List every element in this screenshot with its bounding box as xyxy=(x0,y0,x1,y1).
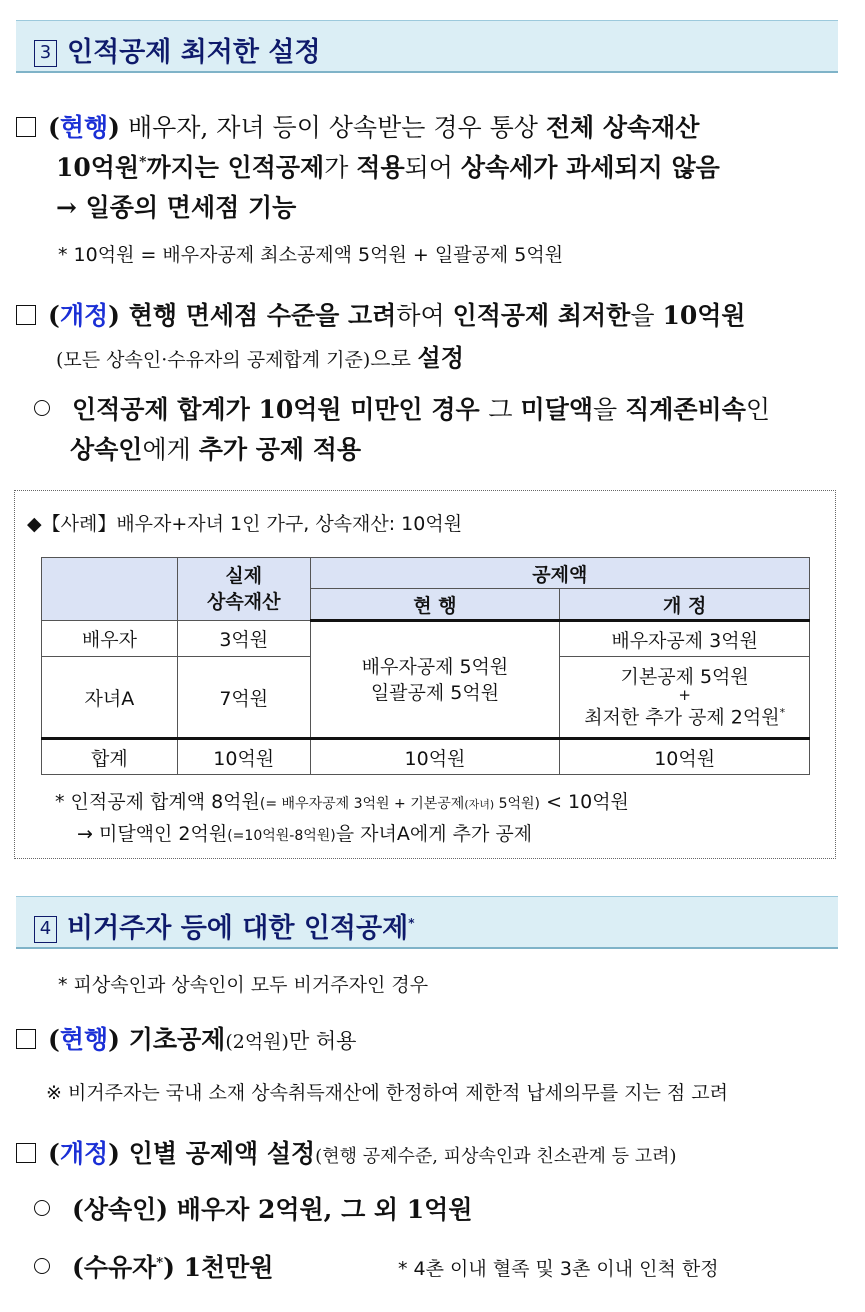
note-small: 5억원) xyxy=(494,796,541,812)
section-title-text: 비거주자 등에 대한 인적공제 xyxy=(67,913,409,944)
checkbox-square-icon xyxy=(16,1143,36,1163)
total-current-cell: 10억원 xyxy=(310,739,560,775)
revised-4-item-2 xyxy=(34,1248,273,1284)
row-name-cell: 배우자 xyxy=(42,621,178,657)
row-revised-cell: 배우자공제 3억원 xyxy=(560,621,810,657)
header-text: 실제 xyxy=(225,565,263,587)
current-4-note: ※ 비거주자는 국내 소재 상속취득재산에 한정하여 제한적 납세의무를 지는 점 고려 xyxy=(46,1082,728,1104)
row-actual-cell: 3억원 xyxy=(177,621,310,657)
footnote-mark: * xyxy=(139,154,147,171)
cell-line: 배우자공제 5억원 xyxy=(361,655,509,678)
current-text-bold: 상속세가 과세되지 않음 xyxy=(460,153,720,182)
total-name-cell: 합계 xyxy=(42,739,178,775)
current-merged-cell xyxy=(310,621,560,739)
row-actual-cell: 7억원 xyxy=(177,657,310,739)
revised-text-bold: 인별 공제액 설정 xyxy=(120,1139,316,1168)
header-text: 상속재산 xyxy=(207,591,281,613)
bullet-circle-icon xyxy=(34,1258,50,1274)
section-3-title xyxy=(34,30,321,69)
revised-text-bold: 현행 면세점 수준을 고려 xyxy=(120,301,397,330)
current-line-2 xyxy=(56,148,720,184)
revised-criteria: (모든 상속인·수유자의 공제합계 기준) xyxy=(56,349,371,371)
note-small: (= 배우자공제 3억원 + 기본공제 xyxy=(259,796,465,812)
item-text: ) 1천만원 xyxy=(163,1253,274,1282)
cell-text: 최저한 추가 공제 2억원 xyxy=(584,706,780,729)
sub-text: 인 xyxy=(745,395,771,424)
sub-text-bold: 추가 공제 적용 xyxy=(198,435,362,464)
bullet-circle-icon xyxy=(34,1200,50,1216)
revised-note: (현행 공제수준, 피상속인과 친소관계 등 고려) xyxy=(315,1146,677,1167)
header-revised-cell: 개 정 xyxy=(560,589,810,621)
checkbox-square-icon xyxy=(16,117,36,137)
section-4-footnote: * 피상속인과 상속인이 모두 비거주자인 경우 xyxy=(58,974,429,996)
amount-text: 10억원 xyxy=(56,153,140,182)
item-text: (상속인) 배우자 2억원, 그 외 1억원 xyxy=(72,1195,473,1224)
section-number-box: 4 xyxy=(34,916,57,943)
checkbox-square-icon xyxy=(16,305,36,325)
revised-4-item-2-note: * 4촌 이내 혈족 및 3촌 이내 인척 한정 xyxy=(398,1258,719,1280)
revised-sub-line-2 xyxy=(70,430,361,466)
cell-line: 기본공제 5억원 xyxy=(620,665,749,688)
table-row xyxy=(42,621,810,657)
note-small: (=10억원-8억원) xyxy=(227,828,336,844)
note-text: < 10억원 xyxy=(540,791,629,813)
revised-text: 으로 xyxy=(370,347,418,371)
example-box xyxy=(14,490,836,859)
current-amount: (2억원) xyxy=(225,1031,289,1053)
sub-text-bold: 인적공제 합계가 10억원 미만인 경우 xyxy=(72,395,489,424)
revised-line-1: (개정) 현행 면세점 수준을 고려하여 인적공제 최저한을 10억원 xyxy=(16,296,746,332)
revised-tag: 개정 xyxy=(59,301,109,330)
current-footnote: * 10억원 = 배우자공제 최소공제액 5억원 + 일괄공제 5억원 xyxy=(58,244,564,266)
current-text: 되어 xyxy=(404,153,461,182)
current-line-1: (현행) 배우자, 자녀 등이 상속받는 경우 통상 전체 상속재산 xyxy=(16,108,699,144)
current-tag: 현행 xyxy=(59,1025,109,1054)
example-table xyxy=(41,557,810,775)
section-4-title xyxy=(34,906,414,945)
note-text: 을 자녀A에게 추가 공제 xyxy=(335,823,533,845)
sub-text: 에게 xyxy=(142,435,199,464)
revised-text: 을 xyxy=(630,301,663,330)
row-revised-cell xyxy=(560,657,810,739)
note-text: → 미달액인 2억원 xyxy=(77,823,228,845)
cell-line: 일괄공제 5억원 xyxy=(370,681,500,704)
sub-text-bold: 상속인 xyxy=(70,435,143,464)
example-note-2 xyxy=(77,819,532,846)
current-text: 만 허용 xyxy=(288,1029,357,1053)
item-text: (수유자 xyxy=(72,1253,157,1282)
header-empty-cell xyxy=(42,558,178,621)
revised-text-bold: 10억원 xyxy=(662,301,746,330)
revised-sub-line-1 xyxy=(34,390,770,426)
current-text: 가 xyxy=(324,153,357,182)
current-text: 배우자, 자녀 등이 상속받는 경우 통상 xyxy=(120,113,546,142)
revised-line-2 xyxy=(56,338,464,373)
sub-text: 을 xyxy=(592,395,626,424)
header-current-cell: 현 행 xyxy=(310,589,560,621)
current-text-bold: 적용 xyxy=(356,153,405,182)
cell-line: + xyxy=(678,685,691,704)
example-note-1 xyxy=(55,787,629,814)
section-number-box: 3 xyxy=(34,40,57,67)
revised-tag: 개정 xyxy=(59,1139,109,1168)
current-text-bold: 까지는 인적공제 xyxy=(146,153,325,182)
sub-text-bold: 직계존비속 xyxy=(625,395,746,424)
revised-text-bold: 인적공제 최저한 xyxy=(452,301,631,330)
bullet-circle-icon xyxy=(34,400,50,416)
current-4-line: (현행) 기초공제(2억원)만 허용 xyxy=(16,1020,356,1056)
revised-4-line: (개정) 인별 공제액 설정(현행 공제수준, 피상속인과 친소관계 등 고려) xyxy=(16,1134,677,1170)
table-header-row xyxy=(42,558,810,589)
current-text-bold: 기초공제 xyxy=(120,1025,226,1054)
footnote-mark: * xyxy=(779,705,786,719)
example-title: ◆【사례】배우자+자녀 1인 가구, 상속재산: 10억원 xyxy=(27,513,463,535)
sub-text-bold: 미달액 xyxy=(520,395,593,424)
revised-text: 하여 xyxy=(396,301,453,330)
total-revised-cell: 10억원 xyxy=(560,739,810,775)
section-3-header xyxy=(16,20,838,73)
header-deduction-cell: 공제액 xyxy=(310,558,809,589)
revised-4-item-1 xyxy=(34,1190,472,1226)
note-small: (자녀) xyxy=(464,798,495,811)
section-title-text: 인적공제 최저한 설정 xyxy=(67,37,321,68)
cell-line xyxy=(560,702,809,728)
header-actual-cell xyxy=(177,558,310,621)
note-text: * 인적공제 합계액 8억원 xyxy=(55,791,260,813)
footnote-mark: * xyxy=(408,916,415,930)
total-actual-cell: 10억원 xyxy=(177,739,310,775)
sub-text: 그 xyxy=(488,395,521,424)
row-name-cell: 자녀A xyxy=(42,657,178,739)
current-line-3: → 일종의 면세점 기능 xyxy=(56,193,297,222)
revised-text-bold: 설정 xyxy=(417,343,464,372)
current-tag: 현행 xyxy=(59,113,109,142)
footnote-mark: * xyxy=(156,1255,164,1271)
current-text-bold: 전체 상속재산 xyxy=(545,113,700,142)
section-4-header xyxy=(16,896,838,949)
table-total-row xyxy=(42,739,810,775)
checkbox-square-icon xyxy=(16,1029,36,1049)
